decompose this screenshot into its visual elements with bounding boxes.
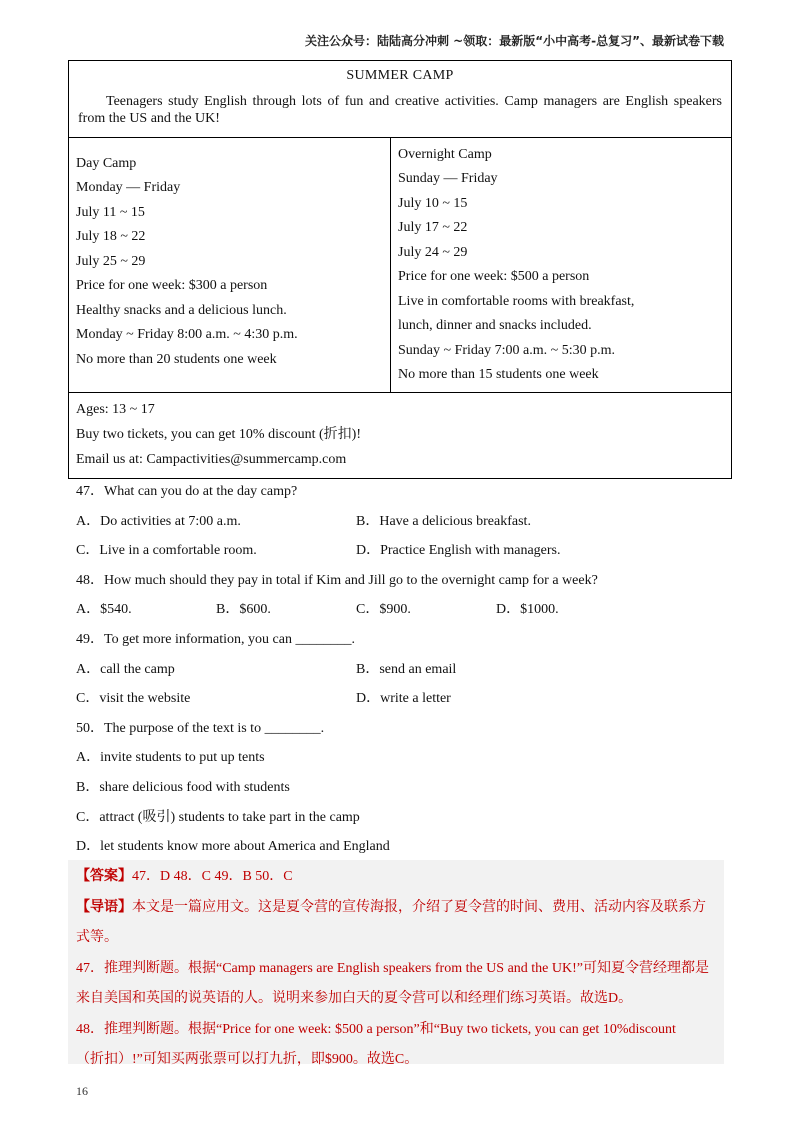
questions-section (76, 477, 726, 862)
q47-explanation-1: 47．推理判断题。根据“Camp managers are English speakers from the US and the UK!”可知夏令营经理都是 (76, 960, 709, 976)
overnight-camp-line: Sunday ~ Friday 7:00 a.m. ~ 5:30 p.m. (398, 342, 615, 358)
day-camp-line: July 25 ~ 29 (76, 253, 146, 269)
discount-line: Buy two tickets, you can get 10% discount (折扣)! (76, 426, 362, 442)
day-camp-line: July 18 ~ 22 (76, 229, 146, 244)
day-camp-line: Price for one week: $300 a person (76, 278, 268, 293)
camp-title: SUMMER CAMP (346, 68, 454, 83)
option-b: B．share delicious food with students (76, 779, 290, 795)
option-d: D．write a letter (356, 691, 451, 707)
day-camp-line: Healthy snacks and a delicious lunch. (76, 302, 287, 318)
q48-explanation-2: （折扣）!”可知买两张票可以打九折，即$900。故选C。 (76, 1052, 419, 1067)
camp-footer (69, 393, 731, 478)
option-a: A．$540. (76, 602, 132, 618)
q48-explanation-1: 48．推理判断题。根据“Price for one week: $500 a person”和“Buy two tickets, you can get 10%discount (76, 1021, 676, 1037)
overnight-camp-column (391, 138, 731, 392)
option-b: B．$600. (216, 602, 271, 618)
overnight-camp-line: Live in comfortable rooms with breakfast, (398, 293, 635, 309)
day-camp-line: Day Camp (76, 155, 137, 171)
email-line: Email us at: Campactivities@summercamp.com (76, 451, 347, 467)
question-49-stem: 49．To get more information, you can ________. (76, 631, 355, 647)
day-camp-line: July 11 ~ 15 (76, 204, 145, 220)
camp-header (69, 61, 731, 138)
option-a: A．Do activities at 7:00 a.m. (76, 513, 241, 529)
overnight-camp-line: Price for one week: $500 a person (398, 269, 590, 284)
guide-line-2: 式等。 (76, 930, 118, 945)
day-camp-column (69, 138, 391, 392)
answer-line (76, 862, 716, 893)
overnight-camp-line: Overnight Camp (398, 146, 492, 162)
option-d: D．$1000. (496, 602, 559, 618)
overnight-camp-line: July 24 ~ 29 (398, 244, 468, 260)
question-47-options-row (76, 507, 726, 537)
question-49-options-row (76, 684, 726, 714)
guide-line (76, 893, 716, 924)
overnight-camp-line: lunch, dinner and snacks included. (398, 318, 592, 333)
answer-text: 47．D 48．C 49．B 50．C (132, 869, 293, 884)
option-c: C．attract (吸引) students to take part in the camp (76, 809, 360, 825)
option-c: C．visit the website (76, 691, 191, 707)
camp-intro: Teenagers study English through lots of fun and creative activities. Camp managers are English speakers from the US and the UK! (78, 93, 722, 126)
overnight-camp-line: July 17 ~ 22 (398, 220, 468, 235)
question-47-options-row (76, 536, 726, 566)
option-d: D．let students know more about America and England (76, 839, 390, 855)
question-49-options-row (76, 655, 726, 685)
guide-text: 本文是一篇应用文。这是夏令营的宣传海报，介绍了夏令营的时间、费用、活动内容及联系方 (132, 899, 706, 915)
summer-camp-table (68, 60, 732, 479)
page-number: 16 (76, 1084, 88, 1098)
day-camp-line: Monday ~ Friday 8:00 a.m. ~ 4:30 p.m. (76, 327, 298, 342)
answer-tag: 【答案】 (76, 869, 132, 884)
option-b: B．send an email (356, 661, 457, 677)
q47-explanation-2: 来自美国和英国的说英语的人。说明来参加白天的夏令营可以和经理们练习英语。故选D。 (76, 991, 633, 1006)
question-48-options-row (76, 595, 726, 625)
day-camp-line: No more than 20 students one week (76, 351, 277, 367)
option-a: A．invite students to put up tents (76, 750, 265, 766)
question-50-stem: 50．The purpose of the text is to ________. (76, 720, 325, 736)
option-b: B．Have a delicious breakfast. (356, 513, 531, 529)
camp-columns (69, 138, 731, 393)
guide-tag: 【导语】 (76, 899, 132, 915)
overnight-camp-line: No more than 15 students one week (398, 367, 599, 382)
answer-explanation-box (68, 860, 724, 1067)
option-d: D．Practice English with managers. (356, 543, 561, 559)
day-camp-line: Monday — Friday (76, 180, 181, 195)
option-c: C．Live in a comfortable room. (76, 543, 257, 559)
header-note: 关注公众号：陆陆高分冲刺 ~领取：最新版“小中高考-总复习”、最新试卷下载 (305, 34, 724, 48)
question-47-stem: 47．What can you do at the day camp? (76, 484, 298, 499)
overnight-camp-line: July 10 ~ 15 (398, 195, 468, 211)
option-c: C．$900. (356, 602, 411, 618)
ages-line: Ages: 13 ~ 17 (76, 401, 155, 417)
overnight-camp-line: Sunday — Friday (398, 171, 498, 186)
option-a: A．call the camp (76, 661, 175, 677)
question-48-stem: 48．How much should they pay in total if Kim and Jill go to the overnight camp for a week? (76, 572, 598, 588)
